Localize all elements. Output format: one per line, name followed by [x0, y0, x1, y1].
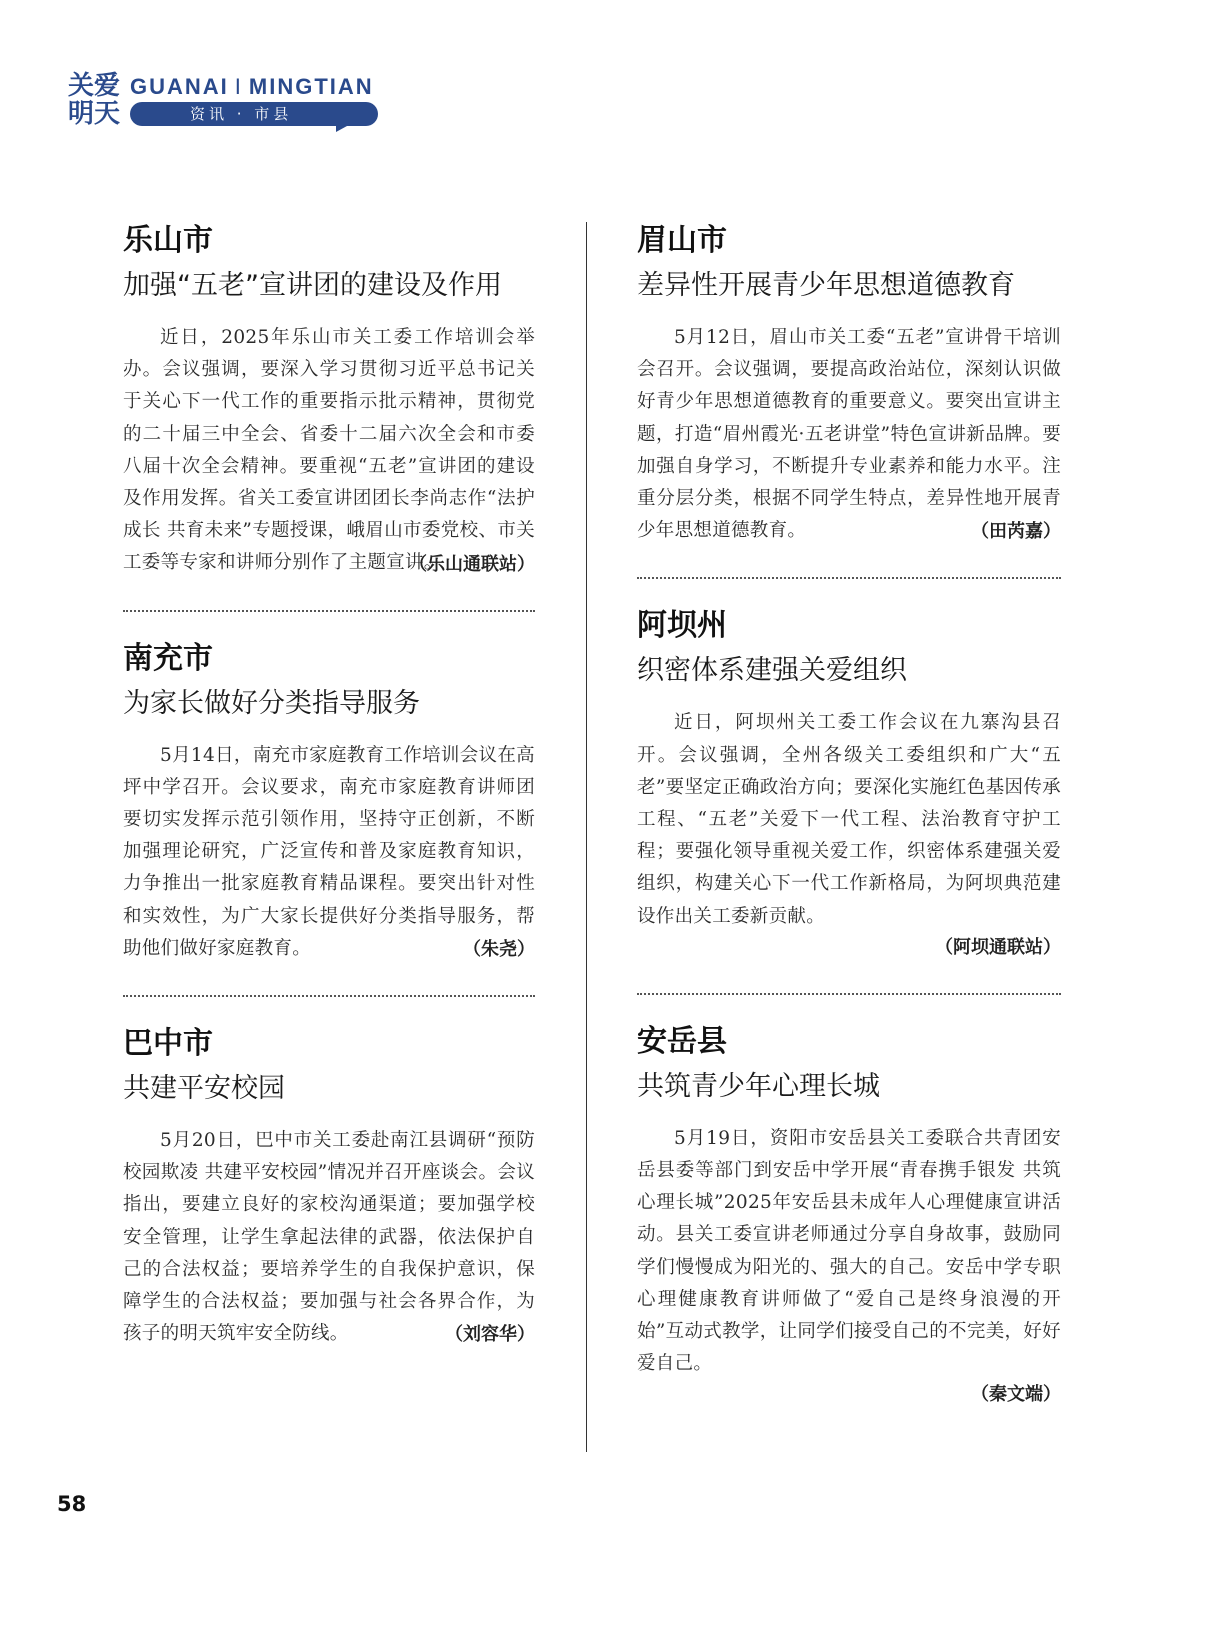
article-bazhong: [123, 1025, 535, 1350]
page-number: 58: [57, 1492, 87, 1516]
left-column: [123, 222, 535, 1350]
article-byline: （乐山通联站）: [409, 553, 535, 575]
article-byline: （刘容华）: [445, 1324, 535, 1346]
article-nanchong: [123, 640, 535, 965]
article-headline: 差异性开展青少年思想道德教育: [637, 270, 1015, 301]
article-meishan: [637, 222, 1061, 547]
dotted-separator: [637, 993, 1061, 995]
article-body: 5月12日，眉山市关工委“五老”宣讲骨干培训会召开。会议强调，要提高政治站位，深刻认识做好青少年思想道德教育的重要意义。要突出宣讲主题，打造“眉州霞光·五老讲堂”特色宣讲新品牌。要加强自身学习，不断提升专业素养和能力水平。注重分层分类，根据不同学生特点，差异性地开展青少年思想道德教育。: [637, 327, 1061, 542]
article-city: 南充市: [123, 640, 213, 676]
article-anyue: [637, 1023, 1061, 1411]
magazine-logo: 关爱 明天: [68, 71, 121, 129]
right-column: [637, 222, 1061, 1410]
article-headline: 共筑青少年心理长城: [637, 1070, 880, 1102]
article-byline: （阿坝通联站）: [935, 936, 1061, 958]
column-divider: [586, 222, 587, 1452]
brand-name: GUANAI I MINGTIAN: [130, 74, 374, 99]
article-city: 安岳县: [637, 1023, 727, 1059]
article-byline: （田芮嘉）: [971, 521, 1061, 543]
article-city: 眉山市: [637, 223, 727, 258]
article-byline: （朱尧）: [463, 939, 535, 961]
article-body: 近日，阿坝州关工委工作会议在九寨沟县召开。会议强调，全州各级关工委组织和广大“五老”要坚定正确政治方向；要深化实施红色基因传承工程、“五老”关爱下一代工程、法治教育守护工程；要强化领导重视关爱工作，织密体系建强关爱组织，构建关心下一代工作新格局，为阿坝典范建设作出关工委新贡献。: [637, 712, 1061, 927]
dotted-separator: [123, 995, 535, 997]
section-label: 资讯 · 市县: [130, 102, 378, 126]
dotted-separator: [123, 610, 535, 612]
masthead: [68, 70, 408, 134]
article-byline: （秦文端）: [971, 1384, 1061, 1406]
dotted-separator: [637, 577, 1061, 579]
article-city: 阿坝州: [637, 608, 727, 644]
article-city: 巴中市: [123, 1026, 213, 1062]
article-aba: [637, 607, 1061, 962]
article-body: 5月19日，资阳市安岳县关工委联合共青团安岳县委等部门到安岳中学开展“青春携手银发 共筑心理长城”2025年安岳县未成年人心理健康宣讲活动。县关工委宣讲老师通过分享自身故事，鼓励同学们慢慢成为阳光的、强大的自己。安岳中学专职心理健康教育讲师做了“爱自己是终身浪漫的开始”互动式教学，让同学们接受自己的不完美，好好爱自己。: [637, 1127, 1061, 1375]
article-body: 5月20日，巴中市关工委赴南江县调研“预防校园欺凌 共建平安校园”情况并召开座谈会。会议指出，要建立良好的家校沟通渠道；要加强学校安全管理，让学生拿起法律的武器，依法保护自己的合法权益；要培养学生的自我保护意识，保障学生的合法权益；要加强与社会各界合作，为孩子的明天筑牢安全防线。: [123, 1130, 535, 1345]
article-headline: 加强“五老”宣讲团的建设及作用: [123, 270, 502, 301]
article-headline: 共建平安校园: [123, 1073, 285, 1105]
article-leshan: [123, 222, 535, 580]
section-label-tail: [336, 120, 358, 132]
article-headline: 为家长做好分类指导服务: [123, 687, 420, 719]
article-headline: 织密体系建强关爱组织: [637, 655, 907, 687]
article-city: 乐山市: [123, 223, 213, 258]
article-body: 近日，2025年乐山市关工委工作培训会举办。会议强调，要深入学习贯彻习近平总书记关于关心下一代工作的重要指示批示精神，贯彻党的二十届三中全会、省委十二届六次全会和市委八届十次全会精神。要重视“五老”宣讲团的建设及作用发挥。省关工委宣讲团团长李尚志作“法护成长 共育未来”专题授课，峨眉山市委党校、市关工委等专家和讲师分别作了主题宣讲。: [123, 327, 535, 574]
article-body: 5月14日，南充市家庭教育工作培训会议在高坪中学召开。会议要求，南充市家庭教育讲师团要切实发挥示范引领作用，坚持守正创新，不断加强理论研究，广泛宣传和普及家庭教育知识，力争推出一批家庭教育精品课程。要突出针对性和实效性，为广大家长提供好分类指导服务，帮助他们做好家庭教育。: [123, 744, 535, 959]
